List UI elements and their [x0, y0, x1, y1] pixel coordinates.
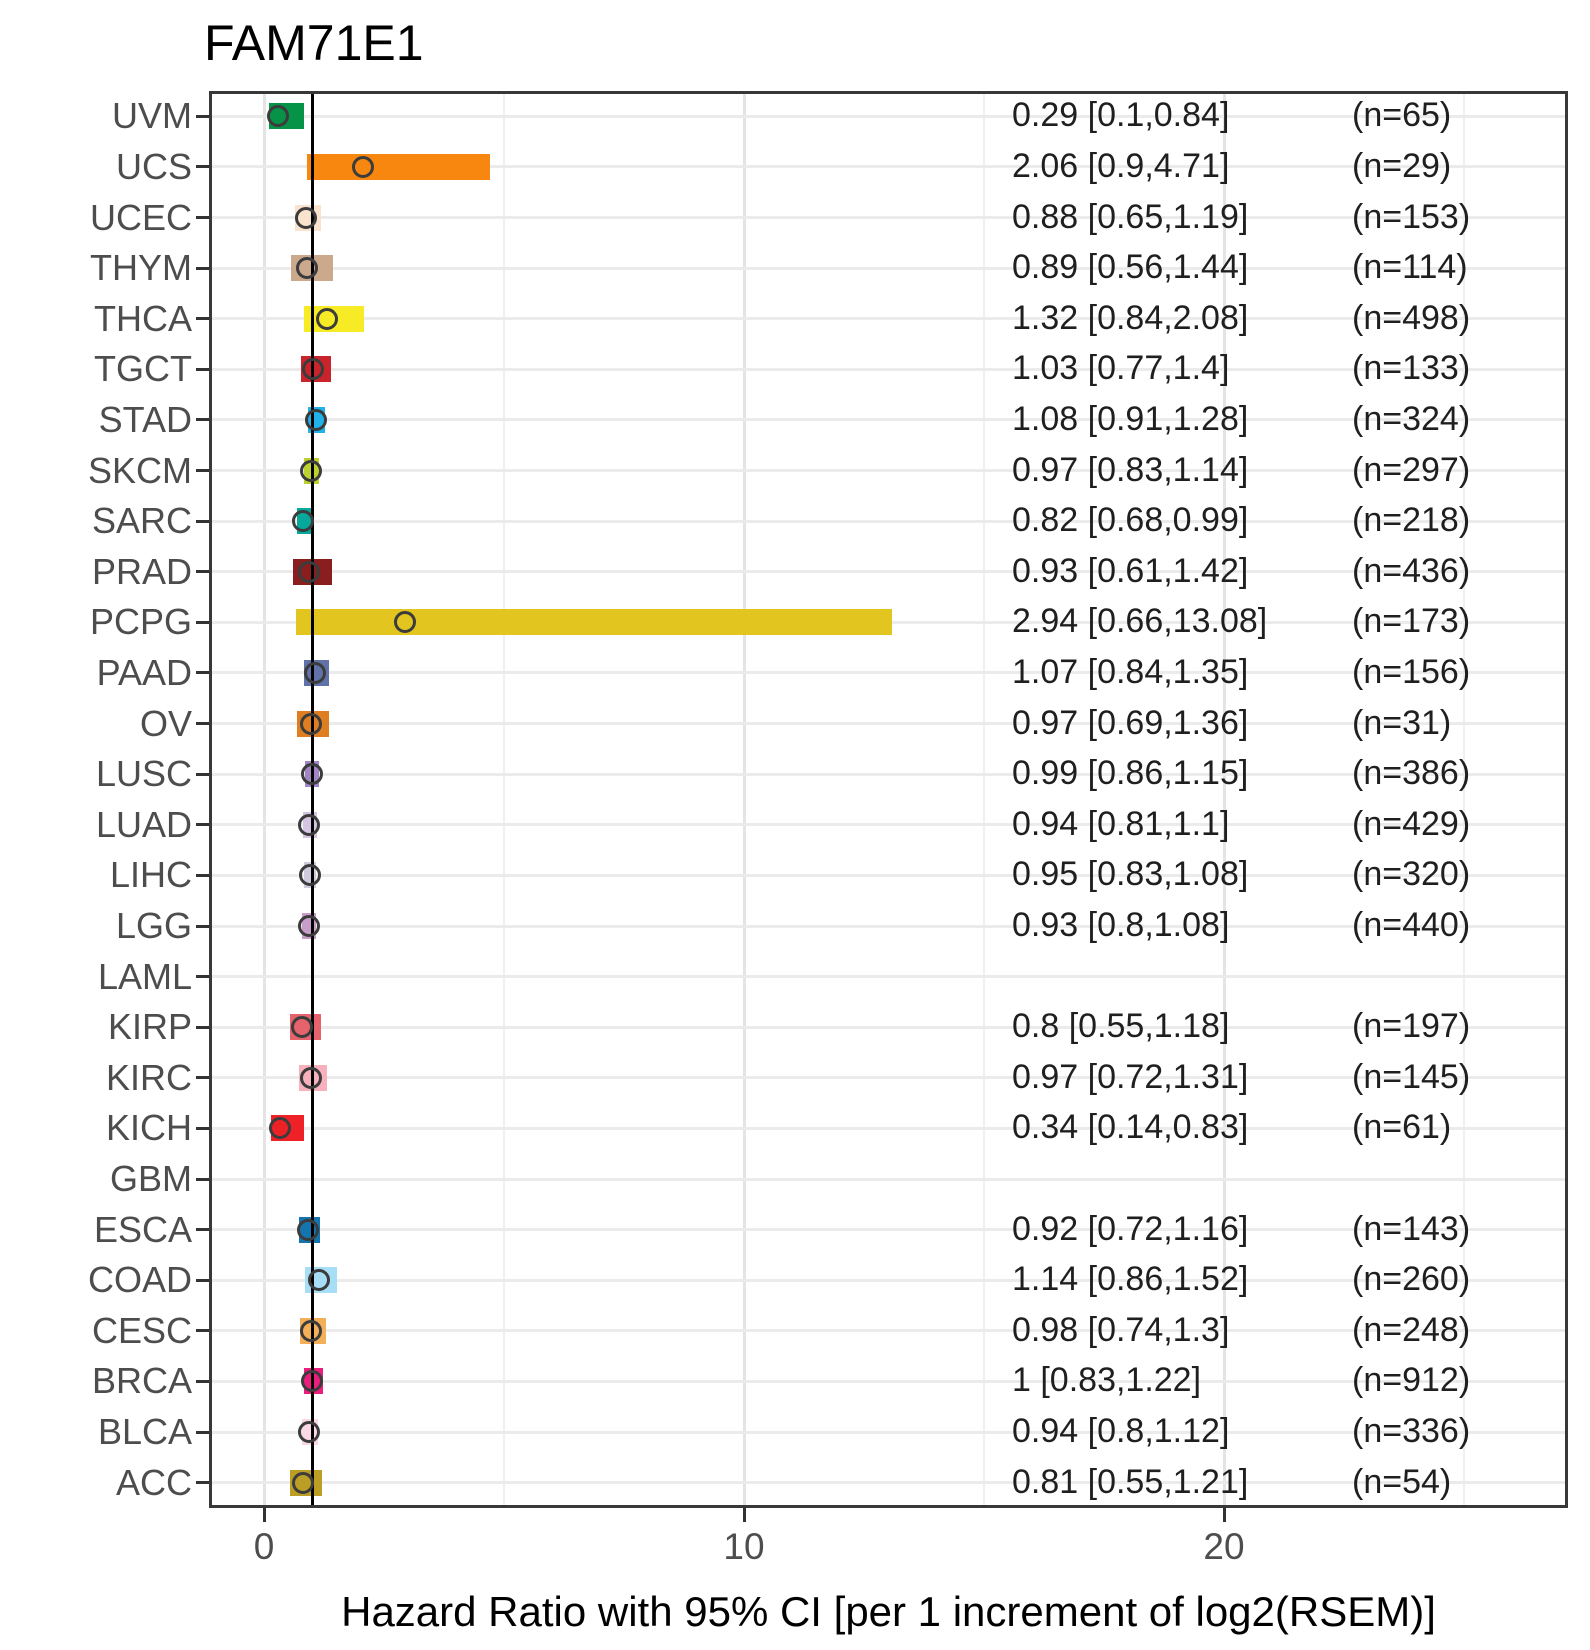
y-tick	[196, 975, 209, 978]
sample-size-text: (n=143)	[1352, 1209, 1471, 1248]
hr-ci-text: 1.07 [0.84,1.35]	[1012, 652, 1249, 691]
y-tick	[196, 317, 209, 320]
grid-line-horizontal	[212, 975, 1565, 978]
ci-bar	[307, 154, 490, 180]
y-tick	[196, 1178, 209, 1181]
hr-point	[298, 561, 320, 583]
y-tick	[196, 216, 209, 219]
hr-ci-text: 0.29 [0.1,0.84]	[1012, 96, 1230, 135]
sample-size-text: (n=114)	[1352, 248, 1468, 287]
grid-line-vertical-major	[743, 94, 746, 1505]
hr-point	[300, 460, 322, 482]
row-label: UVM	[112, 95, 192, 137]
hr-ci-text: 0.92 [0.72,1.16]	[1012, 1209, 1249, 1248]
hr-point	[299, 864, 321, 886]
row-label: PCPG	[89, 601, 192, 643]
sample-size-text: (n=248)	[1352, 1310, 1471, 1349]
row-label: LUSC	[95, 753, 192, 795]
x-tick-label: 20	[1203, 1526, 1245, 1567]
sample-size-text: (n=440)	[1352, 906, 1471, 945]
hr-ci-text: 0.97 [0.69,1.36]	[1012, 703, 1249, 742]
hr-point	[308, 1269, 330, 1291]
row-label: LAML	[97, 955, 192, 997]
row-label: THYM	[90, 247, 192, 289]
sample-size-text: (n=429)	[1352, 804, 1471, 843]
y-tick	[196, 469, 209, 472]
sample-size-text: (n=173)	[1352, 602, 1471, 641]
row-label: STAD	[98, 398, 192, 440]
row-label: CESC	[91, 1309, 192, 1351]
row-label: LUAD	[95, 803, 192, 845]
hr-ci-text: 0.93 [0.61,1.42]	[1012, 551, 1249, 590]
sample-size-text: (n=65)	[1352, 96, 1452, 135]
y-tick	[196, 874, 209, 877]
hr-ci-text: 0.99 [0.86,1.15]	[1012, 754, 1249, 793]
grid-line-vertical-minor	[503, 94, 505, 1505]
hr-ci-text: 0.89 [0.56,1.44]	[1012, 248, 1249, 287]
reference-line	[311, 94, 314, 1505]
sample-size-text: (n=260)	[1352, 1260, 1471, 1299]
y-tick	[196, 1329, 209, 1332]
hr-ci-text: 1.14 [0.86,1.52]	[1012, 1260, 1249, 1299]
sample-size-text: (n=912)	[1352, 1361, 1471, 1400]
x-tick	[1223, 1508, 1226, 1522]
y-tick	[196, 1481, 209, 1484]
y-tick	[196, 722, 209, 725]
y-tick	[196, 1127, 209, 1130]
hr-ci-text: 2.94 [0.66,13.08]	[1012, 602, 1268, 641]
y-tick	[196, 1228, 209, 1231]
hr-ci-text: 0.95 [0.83,1.08]	[1012, 855, 1249, 894]
hr-point	[352, 156, 374, 178]
hr-point	[298, 915, 320, 937]
row-label: SKCM	[87, 449, 192, 491]
sample-size-text: (n=386)	[1352, 754, 1471, 793]
x-tick-label: 10	[723, 1526, 765, 1567]
y-tick	[196, 267, 209, 270]
row-label: COAD	[87, 1259, 192, 1301]
hr-ci-text: 0.34 [0.14,0.83]	[1012, 1108, 1249, 1147]
ci-bar	[296, 609, 892, 635]
row-label: KICH	[105, 1107, 192, 1149]
y-tick	[196, 925, 209, 928]
hr-ci-text: 1 [0.83,1.22]	[1012, 1361, 1202, 1400]
hr-point	[297, 1219, 319, 1241]
hr-ci-text: 0.81 [0.55,1.21]	[1012, 1462, 1249, 1501]
row-label: LIHC	[109, 854, 192, 896]
x-tick	[743, 1508, 746, 1522]
y-tick	[196, 671, 209, 674]
sample-size-text: (n=29)	[1352, 146, 1452, 185]
hr-ci-text: 0.88 [0.65,1.19]	[1012, 197, 1249, 236]
hr-ci-text: 0.93 [0.8,1.08]	[1012, 906, 1230, 945]
hr-point	[300, 1320, 322, 1342]
hr-point	[301, 763, 323, 785]
row-label: LGG	[115, 905, 192, 947]
row-label: OV	[139, 702, 192, 744]
sample-size-text: (n=436)	[1352, 551, 1471, 590]
row-label: PRAD	[91, 550, 192, 592]
y-tick	[196, 621, 209, 624]
sample-size-text: (n=54)	[1352, 1462, 1452, 1501]
row-label: KIRC	[105, 1056, 192, 1098]
sample-size-text: (n=218)	[1352, 501, 1471, 540]
y-tick	[196, 1431, 209, 1434]
hr-point	[298, 814, 320, 836]
row-label: ESCA	[93, 1208, 192, 1250]
sample-size-text: (n=336)	[1352, 1412, 1471, 1451]
hr-point	[292, 1472, 314, 1494]
hr-ci-text: 0.94 [0.8,1.12]	[1012, 1412, 1230, 1451]
row-label: BLCA	[97, 1411, 192, 1453]
row-label: ACC	[115, 1461, 192, 1503]
grid-line-horizontal	[212, 1178, 1565, 1181]
y-tick	[196, 570, 209, 573]
row-label: GBM	[109, 1158, 192, 1200]
hr-ci-text: 0.98 [0.74,1.3]	[1012, 1310, 1230, 1349]
y-tick	[196, 823, 209, 826]
sample-size-text: (n=156)	[1352, 652, 1471, 691]
sample-size-text: (n=31)	[1352, 703, 1452, 742]
y-tick	[196, 1026, 209, 1029]
y-tick	[196, 520, 209, 523]
sample-size-text: (n=320)	[1352, 855, 1471, 894]
hr-point	[296, 257, 318, 279]
sample-size-text: (n=297)	[1352, 450, 1471, 489]
grid-line-vertical-minor	[983, 94, 985, 1505]
row-label: THCA	[94, 297, 192, 339]
y-tick	[196, 115, 209, 118]
hr-ci-text: 0.97 [0.83,1.14]	[1012, 450, 1249, 489]
y-tick	[196, 418, 209, 421]
hr-point	[305, 409, 327, 431]
sample-size-text: (n=133)	[1352, 349, 1471, 388]
hr-point	[300, 713, 322, 735]
hr-ci-text: 1.03 [0.77,1.4]	[1012, 349, 1230, 388]
hr-ci-text: 0.82 [0.68,0.99]	[1012, 501, 1249, 540]
x-tick-label: 0	[253, 1526, 275, 1567]
hr-ci-text: 1.32 [0.84,2.08]	[1012, 298, 1249, 337]
y-tick	[196, 773, 209, 776]
row-label: UCS	[115, 145, 192, 187]
row-label: TGCT	[94, 348, 192, 390]
row-label: UCEC	[89, 196, 192, 238]
page-title: FAM71E1	[204, 15, 424, 71]
x-axis-title: Hazard Ratio with 95% CI [per 1 increment of log2(RSEM)]	[341, 1588, 1436, 1635]
sample-size-text: (n=153)	[1352, 197, 1471, 236]
sample-size-text: (n=324)	[1352, 399, 1471, 438]
sample-size-text: (n=498)	[1352, 298, 1471, 337]
hr-ci-text: 0.97 [0.72,1.31]	[1012, 1057, 1249, 1096]
x-tick	[263, 1508, 266, 1522]
hr-ci-text: 0.94 [0.81,1.1]	[1012, 804, 1230, 843]
row-label: SARC	[91, 500, 192, 542]
y-tick	[196, 1380, 209, 1383]
hr-ci-text: 2.06 [0.9,4.71]	[1012, 146, 1230, 185]
hr-ci-text: 0.8 [0.55,1.18]	[1012, 1007, 1230, 1046]
hr-point	[316, 308, 338, 330]
sample-size-text: (n=145)	[1352, 1057, 1471, 1096]
y-tick	[196, 368, 209, 371]
sample-size-text: (n=197)	[1352, 1007, 1471, 1046]
y-tick	[196, 165, 209, 168]
hr-point	[295, 207, 317, 229]
grid-line-vertical-major	[263, 94, 266, 1505]
hr-ci-text: 1.08 [0.91,1.28]	[1012, 399, 1249, 438]
y-tick	[196, 1076, 209, 1079]
row-label: BRCA	[91, 1360, 192, 1402]
row-label: PAAD	[96, 651, 192, 693]
y-tick	[196, 1279, 209, 1282]
row-label: KIRP	[107, 1006, 192, 1048]
hr-point	[300, 1067, 322, 1089]
sample-size-text: (n=61)	[1352, 1108, 1452, 1147]
